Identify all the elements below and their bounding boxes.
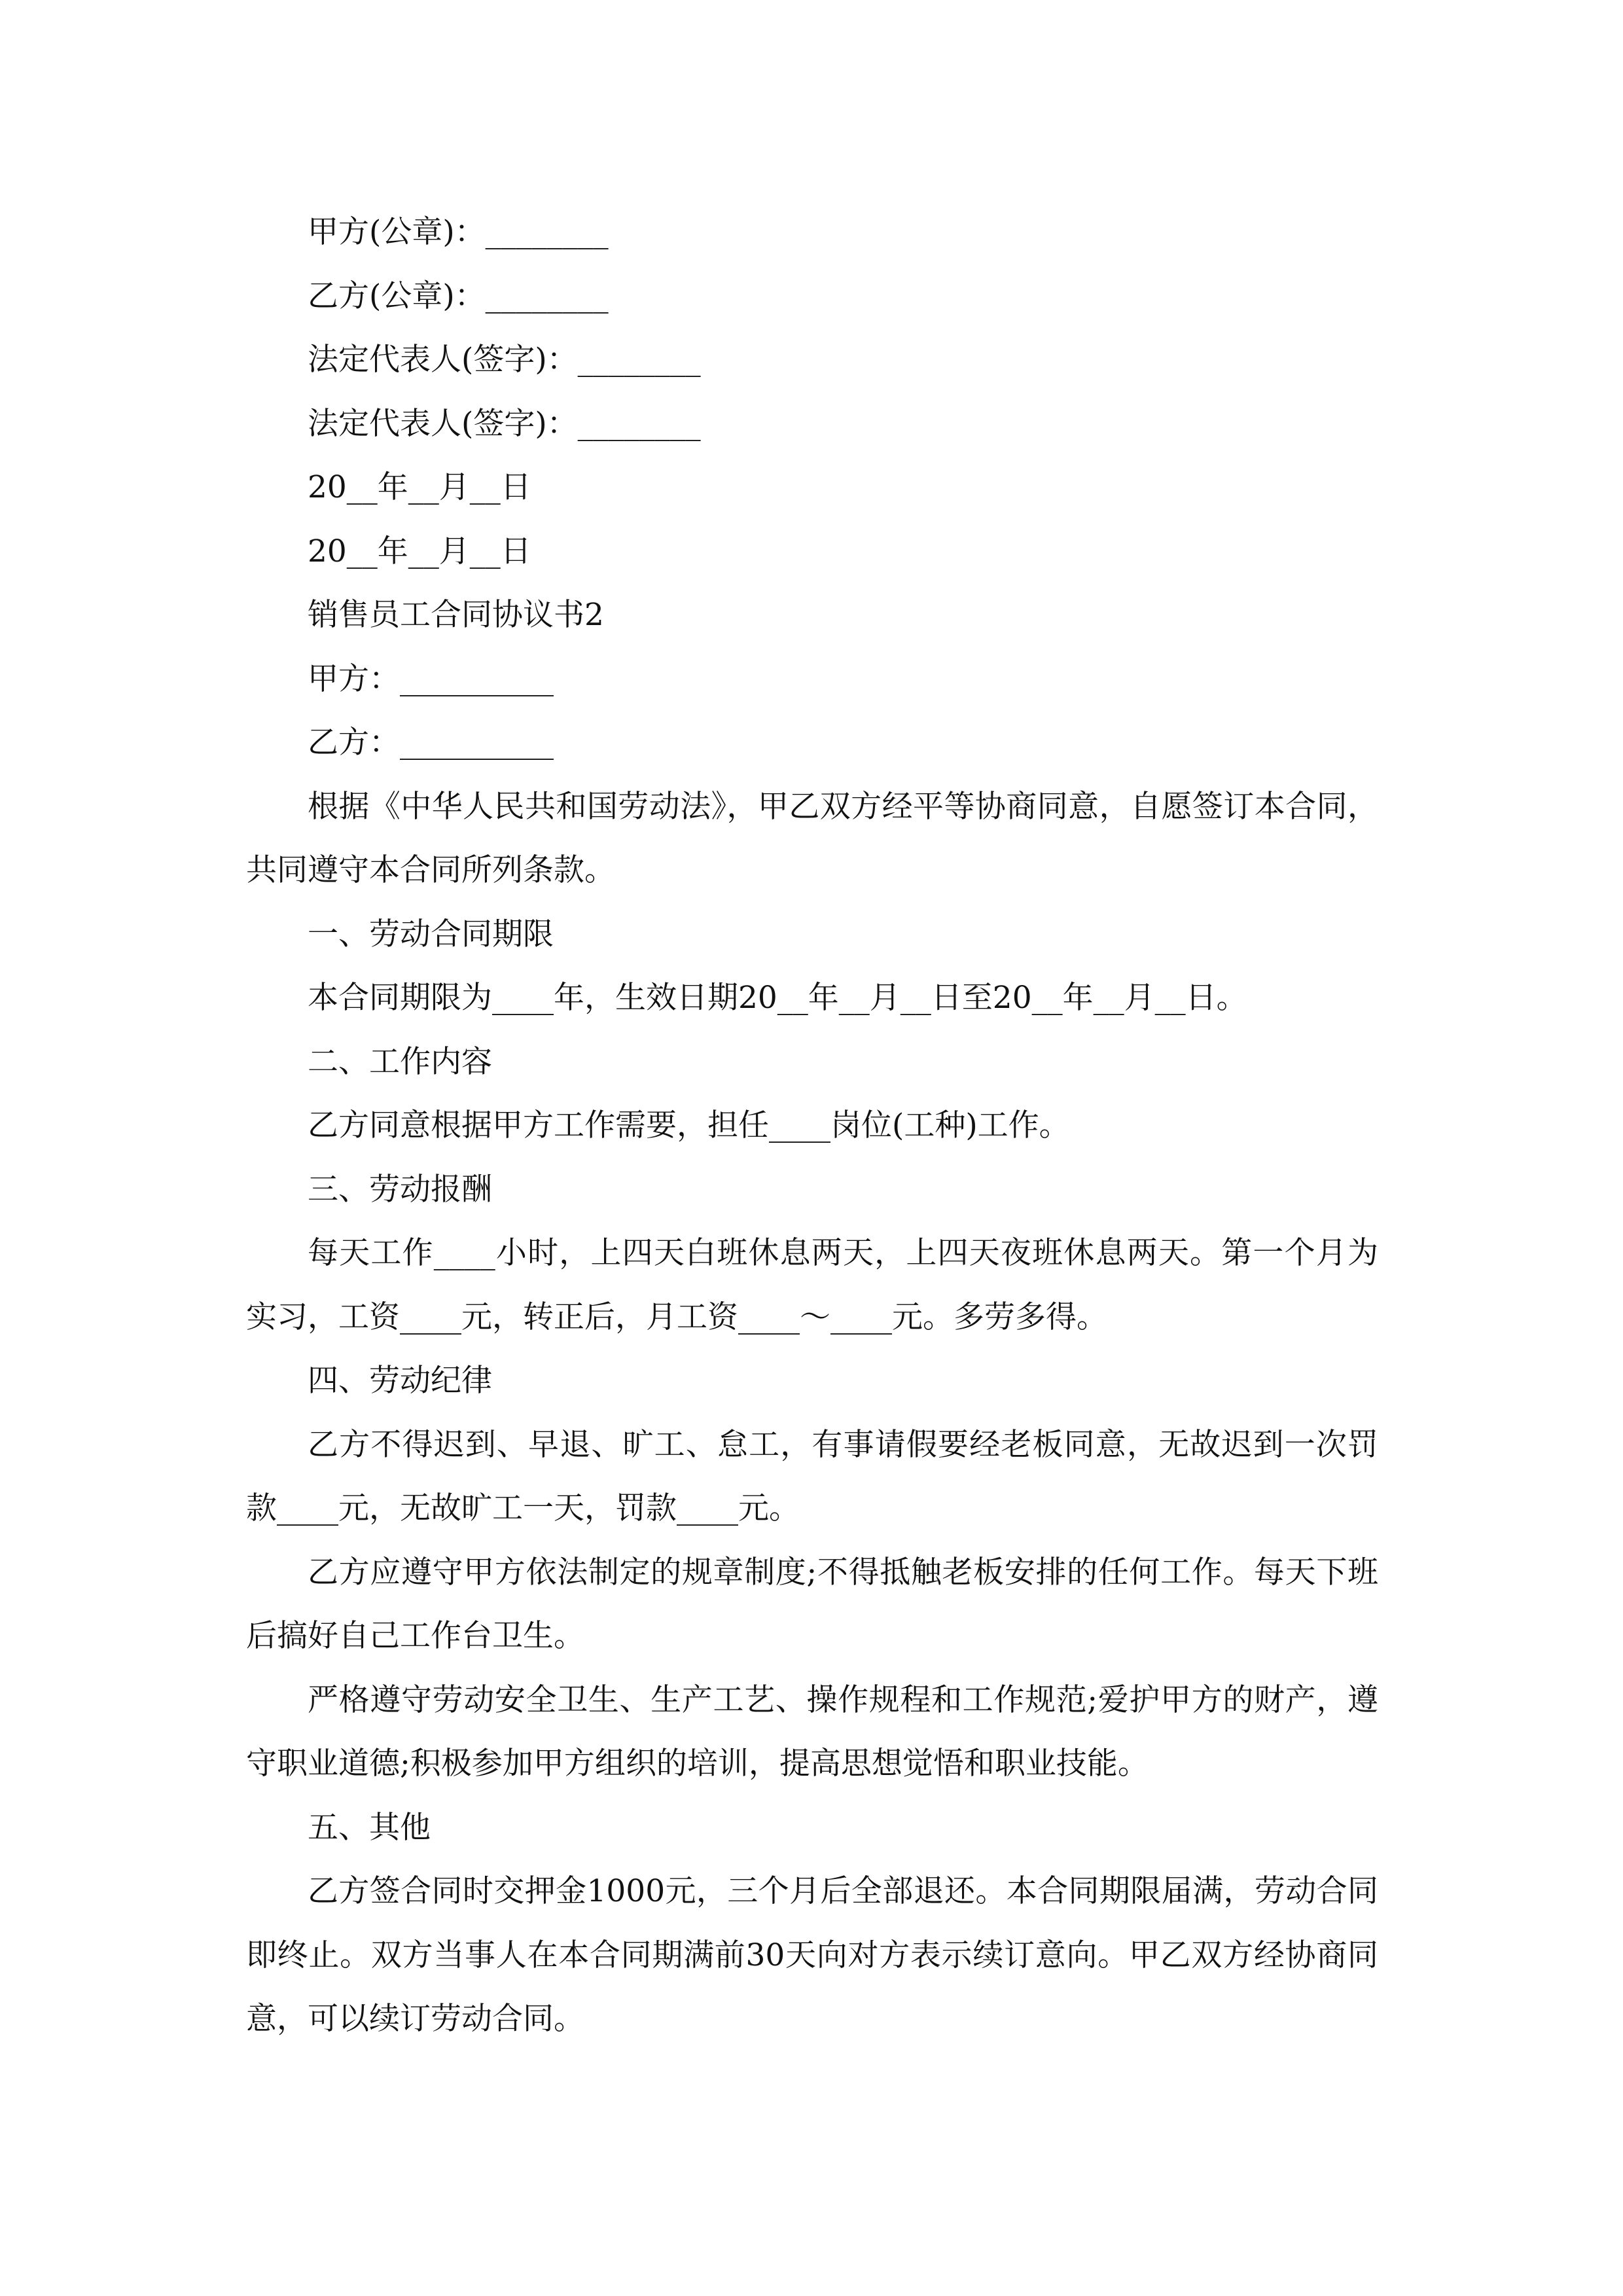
- contract-title: 销售员工合同协议书2: [308, 597, 604, 633]
- remuneration-paragraph: 每天工作____小时，上四天白班休息两天，上四天夜班休息两天。第一个月为实习，工资____元，转正后，月工资____～____元。多劳多得。: [246, 1235, 1378, 1335]
- date-line-b: 20__年__月__日: [308, 533, 531, 569]
- section-heading-discipline: 四、劳动纪律: [308, 1363, 492, 1399]
- party-a-seal-line: 甲方(公章)：________: [308, 214, 609, 250]
- discipline-paragraph-1: 乙方不得迟到、早退、旷工、怠工，有事请假要经老板同意，无故迟到一次罚款____元，无故旷工一天，罚款____元。: [246, 1426, 1378, 1526]
- legal-rep-signature-line-b: 法定代表人(签字)：________: [308, 405, 701, 442]
- party-b-seal-line: 乙方(公章)：________: [308, 278, 609, 314]
- section-heading-other: 五、其他: [308, 1809, 431, 1846]
- term-paragraph: 本合同期限为____年，生效日期20__年__月__日至20__年__月__日。: [308, 980, 1247, 1016]
- party-b-line: 乙方：__________: [308, 725, 554, 761]
- date-line-a: 20__年__月__日: [308, 469, 531, 505]
- section-heading-remuneration: 三、劳动报酬: [308, 1171, 492, 1208]
- discipline-paragraph-3: 严格遵守劳动安全卫生、生产工艺、操作规程和工作规范;爱护甲方的财产，遵守职业道德;积极参加甲方组织的培训，提高思想觉悟和职业技能。: [246, 1681, 1378, 1782]
- section-heading-term: 一、劳动合同期限: [308, 916, 554, 952]
- legal-rep-signature-line-a: 法定代表人(签字)：________: [308, 342, 701, 378]
- party-a-line: 甲方：__________: [308, 660, 554, 697]
- work-content-paragraph: 乙方同意根据甲方工作需要，担任____岗位(工种)工作。: [308, 1107, 1070, 1143]
- other-paragraph: 乙方签合同时交押金1000元，三个月后全部退还。本合同期限届满，劳动合同即终止。双方当事人在本合同期满前30天向对方表示续订意向。甲乙双方经协商同意，可以续订劳动合同。: [246, 1873, 1378, 2037]
- discipline-paragraph-2: 乙方应遵守甲方依法制定的规章制度;不得抵触老板安排的任何工作。每天下班后搞好自己工作台卫生。: [246, 1554, 1378, 1654]
- section-heading-work-content: 二、工作内容: [308, 1043, 492, 1080]
- preamble-paragraph: 根据《中华人民共和国劳动法》，甲乙双方经平等协商同意，自愿签订本合同，共同遵守本合同所列条款。: [246, 788, 1378, 888]
- document-body: [246, 200, 1378, 2051]
